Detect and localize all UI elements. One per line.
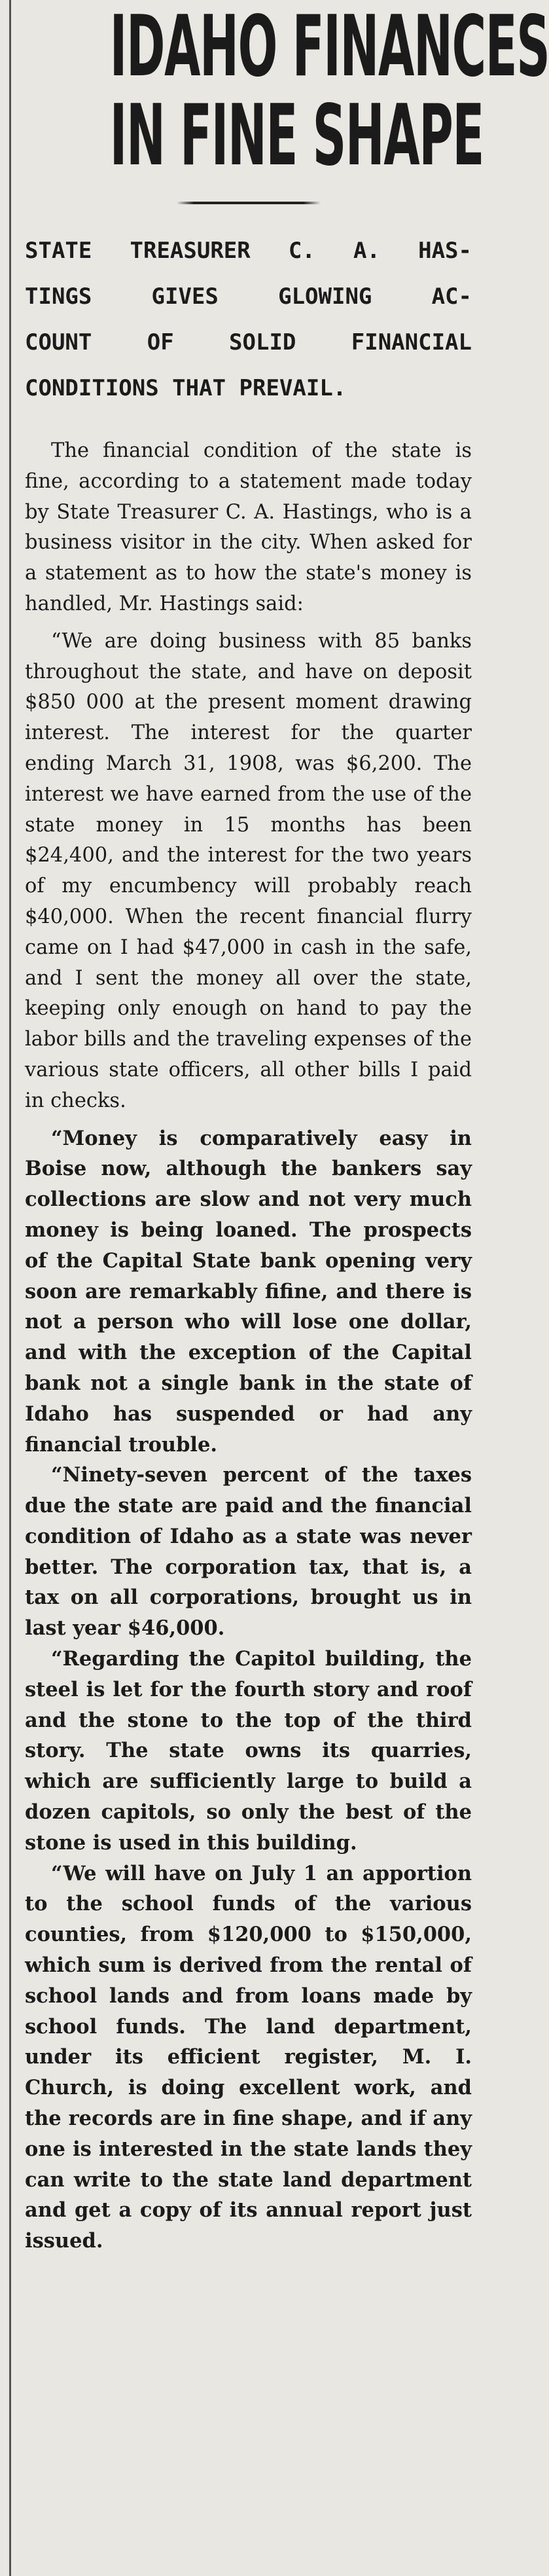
headline-line-1: IDAHO FINANCES	[109, 0, 549, 96]
subheadline-line: CONDITIONS THAT PREVAIL.	[25, 375, 347, 401]
paragraph: The financial condition of the state is fine, according to a statement made today by State Treasurer C. A. Hastings, who is a business visitor in the city. When asked for a statement as to how the state's money is handled, Mr. Hastings said:	[25, 439, 472, 615]
subheadline-line: TINGS GIVES GLOWING AC-	[25, 283, 472, 310]
headline-line-2: IN FINE SHAPE	[109, 87, 484, 185]
headline-divider	[177, 202, 321, 204]
paragraph: “Regarding the Capitol building, the steel is let for the fourth story and roof and the stone to the top of the third story. The state owns its quarries, which are sufficiently large to build a dozen capitols, so only the best of the stone is used in this building.	[25, 1647, 472, 1855]
paragraph: “Money is comparatively easy in Boise now, although the bankers say collections are slow and not very much money is being loaned. The prospects of the Capital State bank opening very soon are remarkably fifine, and there is not a person who will lose one dollar, and with the exception of the Capital bank not a single bank in the state of Idaho has suspended or had any financial trouble.	[25, 1126, 472, 1457]
paragraph: “We are doing business with 85 banks throughout the state, and have on deposit $850 000 at the present moment drawing interest. The interest for the quarter ending March 31, 1908, was $6,200. The interest we have earned from the use of the state money in 15 months has been $24,400, and the interest for the two years of my encumbency will probably reach $40,000. When the recent financial flurry came on I had $47,000 in cash in the safe, and I sent the money all over the state, keeping only enough on hand to pay the labor bills and the traveling expenses of the various state officers, all other bills I paid in checks.	[25, 629, 472, 1112]
paragraph: “Ninety-seven percent of the taxes due the state are paid and the financial condition of Idaho as a state was never better. The corporation tax, that is, a tax on all corporations, brought us in last year $46,000.	[25, 1463, 472, 1641]
subheadline	[25, 228, 472, 411]
subheadline-line: STATE TREASURER C. A. HAS-	[25, 238, 472, 264]
article-body	[25, 436, 472, 2257]
column-rule	[9, 0, 11, 2576]
headline	[109, 0, 549, 185]
subheadline-line: COUNT OF SOLID FINANCIAL	[25, 329, 472, 355]
paragraph: “We will have on July 1 an apportion to the school funds of the various counties, from $120,000 to $150,000, which sum is derived from the rental of school lands and from loans made by school funds. The land department, under its efficient register, M. I. Church, is doing excellent work, and the records are in fine shape, and if any one is interested in the state lands they can write to the state land department and get a copy of its annual report just issued.	[25, 1861, 472, 2253]
